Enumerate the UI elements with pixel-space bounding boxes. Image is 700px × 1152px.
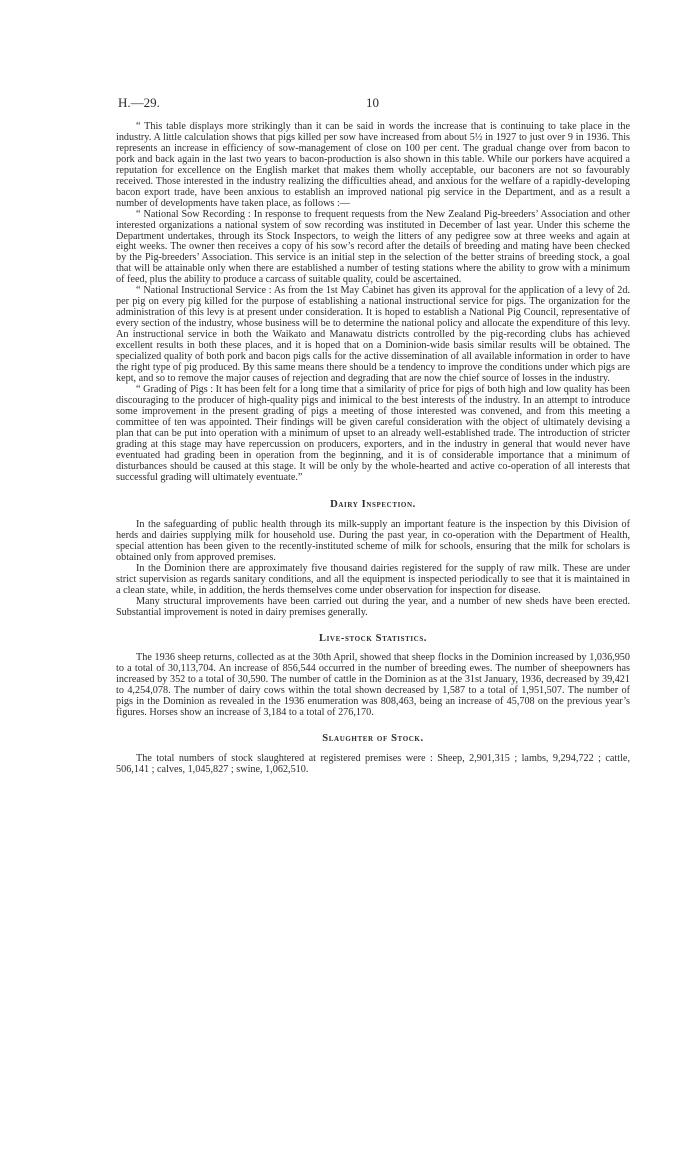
- livestock-paragraph: The 1936 sheep returns, collected as at the 30th April, showed that sheep flocks in the Dominion increased by 1,036,950 to a total of 30,113,704. An increase of 856,544 occurred in the number of breeding ewes. The number of sheepowners has increased by 352 to a total of 30,590. The number of cattle in the Dominion as at the 31st January, 1936, decreased by 39,421 to 4,254,078. The number of dairy cows within the total shown decreased by 1,587 to a total of 1,951,507. The number of pigs in the Dominion as revealed in the 1936 enumeration was 808,463, being an increase of 45,708 on the previous year’s figures. Horses show an increase of 3,184 to a total of 276,170.: [116, 651, 630, 718]
- running-header: [118, 95, 588, 111]
- page-number: 10: [366, 95, 379, 110]
- document-reference: H.—29.: [118, 95, 160, 110]
- section-heading-livestock-statistics: Live-stock Statistics.: [318, 632, 428, 644]
- section-heading-dairy-inspection: Dairy Inspection.: [330, 499, 416, 511]
- slaughter-paragraph: The total numbers of stock slaughtered at registered premises were : Sheep, 2,901,315 ; lambs, 9,294,722 ; cattle, 506,141 ; calves, 1,045,827 ; swine, 1,062,510.: [116, 752, 630, 775]
- dairy-paragraph-1: In the safeguarding of public health through its milk-supply an important feature is the inspection by this Division of herds and dairies supplying milk for household use. During the past year, in co-operation with the Department of Health, special attention has been given to the recently-instituted scheme of milk for schools, ensuring that the milk for scholars is obtained only from approved premises.: [116, 519, 630, 564]
- section-heading-slaughter-of-stock: Slaughter of Stock.: [322, 732, 424, 744]
- quote-paragraph-table: “ This table displays more strikingly than it can be said in words the increase that is continuing to take place in the industry. A little calculation shows that pigs killed per sow have increased from about 5½ in 1927 to just over 9 in 1936. This represents an increase in efficiency of sow-management of close on 100 per cent. The gradual change over from bacon to pork and back again in the last two years to bacon-production is also shown in this table. While our porkers have acquired a reputation for excellence on the English market that makes them wholly acceptable, our baconers are not so favourably received. Those interested in the industry realizing the difficulties ahead, and anxious for the welfare of a rapidly-developing bacon export trade, have been anxious to establish an improved national pig service in the Department, and as a result a number of developments have taken place, as follows :—: [116, 121, 630, 209]
- quote-paragraph-sow-recording: “ National Sow Recording : In response to frequent requests from the New Zealand Pig-breeders’ Association and other interested organizations a national system of sow recording was instituted in December of last year. Under this scheme the Department undertakes, through its Stock Inspectors, to weigh the litters of any pedigree sow at three weeks and again at eight weeks. The owner then receives a copy of his sow’s record after the details of breeding and mating have been checked by the Pig-breeders’ Association. This service is an initial step in the selection of the better strains of breeding stock, a goal that will be attainable only when there are established a number of testing stations where the ability to grow with a minimum of feed, plus the ability to produce a carcass of suitable quality, could be ascertained.: [116, 208, 630, 286]
- quote-paragraph-instructional-service: “ National Instructional Service : As from the 1st May Cabinet has given its approval for the application of a levy of 2d. per pig on every pig killed for the purpose of establishing a national instructional service for pigs. The organization for the administration of this levy is at present under consideration. It is hoped to establish a National Pig Council, representative of every section of the industry, whose business will be to determine the national policy and allocate the expenditure of this levy. An instructional service in both the Waikato and Manawatu districts controlled by the pig-recording clubs has achieved excellent results in both these places, and it is hoped that on a Dominion-wide basis similar results will be obtained. The specialized quality of both pork and bacon pigs calls for the active dissemination of all available information in order to have the right type of pig produced. By this same means there should be a tendency to improve the conditions under which pigs are kept, and so to remove the major causes of rejection and degrading that are now the chief source of losses in the industry.: [116, 285, 630, 384]
- quote-paragraph-grading: “ Grading of Pigs : It has been felt for a long time that a similarity of price for pigs of both high and low quality has been discouraging to the producer of high-quality pigs and inimical to the best interests of the industry. In an attempt to introduce some improvement in the present grading of pigs a meeting of those interested was convened, and from this meeting a committee of ten was appointed. Their findings will be given careful consideration with the object of ultimately devising a plan that can be put into operation with a minimum of upset to an already well-established trade. The introduction of stricter grading at this stage may have repercussion on producers, exporters, and in the industry in general that would never have eventuated had grading been in operation from the beginning, and it is of considerable importance that a minimum of disturbances should be caused at this stage. It will be only by the whole-hearted and active co-operation of all interests that successful grading will ultimately eventuate.”: [116, 383, 630, 483]
- dairy-paragraph-2: In the Dominion there are approximately five thousand dairies registered for the supply of raw milk. These are under strict supervision as regards sanitary conditions, and all the equipment is inspected periodically to see that it is maintained in a clean state, while, in addition, the herds themselves come under observation for inspection for disease.: [116, 563, 630, 597]
- page-body: [116, 122, 630, 776]
- dairy-paragraph-3: Many structural improvements have been carried out during the year, and a number of new sheds have been erected. Substantial improvement is noted in dairy premises generally.: [116, 596, 630, 619]
